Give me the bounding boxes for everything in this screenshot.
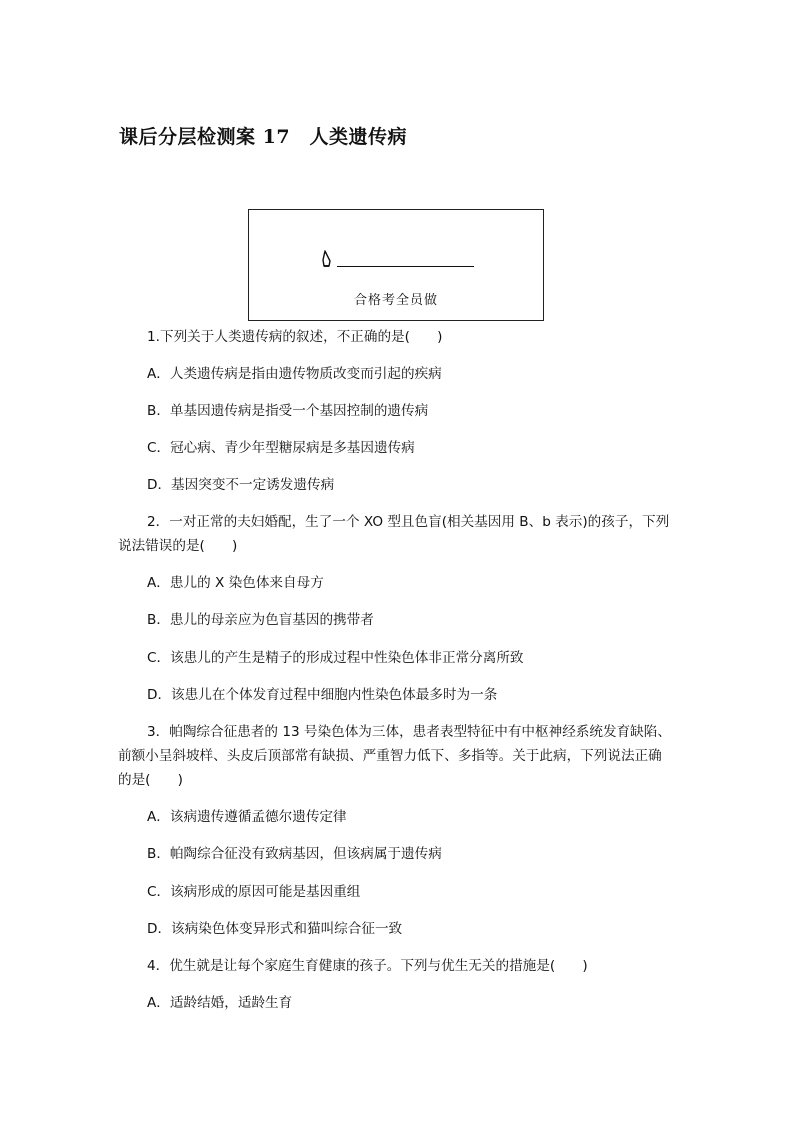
question-1-stem: 1.下列关于人类遗传病的叙述，不正确的是( ) [147, 329, 443, 345]
question-1-option-d: D．基因突变不一定诱发遗传病 [147, 477, 335, 493]
question-1-option-a: A．人类遗传病是指由遗传物质改变而引起的疾病 [147, 366, 442, 382]
question-3-stem-line-3: 的是( ) [118, 772, 183, 788]
question-4-stem: 4．优生就是让每个家庭生育健康的孩子。下列与优生无关的措施是( ) [147, 958, 588, 974]
blank-line [337, 266, 474, 267]
question-4-option-a: A．适龄结婚，适龄生育 [147, 995, 293, 1011]
question-3-option-b: B．帕陶综合征没有致病基因，但该病属于遗传病 [147, 846, 442, 862]
section-badge [248, 209, 544, 321]
question-3-option-a: A．该病遗传遵循孟德尔遗传定律 [147, 809, 347, 825]
question-2-stem-line-2: 说法错误的是( ) [118, 538, 238, 554]
question-2-option-d: D．该患儿在个体发育过程中细胞内性染色体最多时为一条 [147, 687, 498, 703]
question-3-option-c: C．该病形成的原因可能是基因重组 [147, 884, 361, 900]
question-1-option-c: C．冠心病、青少年型糖尿病是多基因遗传病 [147, 440, 415, 456]
question-2-option-c: C．该患儿的产生是精子的形成过程中性染色体非正常分离所致 [147, 650, 524, 666]
pen-icon [321, 250, 335, 268]
question-2-stem-line-1: 2．一对正常的夫妇婚配，生了一个 XO 型且色盲(相关基因用 B、b 表示)的孩子，下列 [147, 514, 670, 530]
document-title: 课后分层检测案 17 人类遗传病 [119, 126, 408, 148]
question-3-option-d: D．该病染色体变异形式和猫叫综合征一致 [147, 921, 403, 937]
question-3-stem-line-1: 3．帕陶综合征患者的 13 号染色体为三体，患者表型特征中有中枢神经系统发育缺陷、 [147, 724, 671, 740]
question-3-stem-line-2: 前额小呈斜坡样、头皮后顶部常有缺损、严重智力低下、多指等。关于此病，下列说法正确 [118, 748, 662, 764]
badge-label: 合格考全员做 [353, 293, 438, 308]
question-2-option-a: A．患儿的 X 染色体来自母方 [147, 575, 324, 591]
question-1-option-b: B．单基因遗传病是指受一个基因控制的遗传病 [147, 403, 429, 419]
question-2-option-b: B．患儿的母亲应为色盲基因的携带者 [147, 612, 374, 628]
